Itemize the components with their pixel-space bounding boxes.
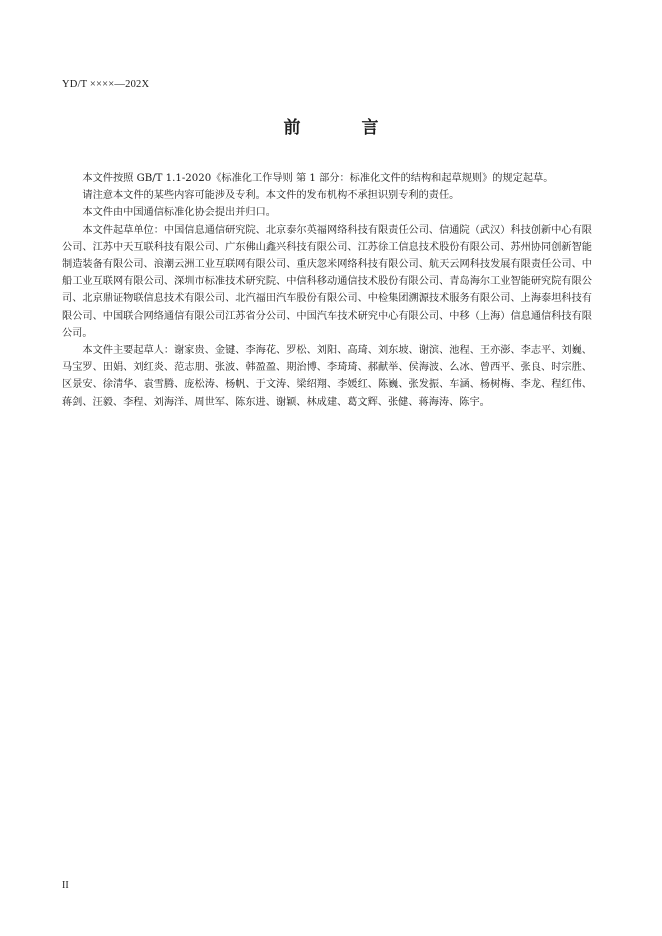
paragraph-proposer: 本文件由中国通信标准化协会提出并归口。: [82, 207, 276, 219]
paragraph-drafting-organizations: 本文件起草单位：中国信息通信研究院、北京泰尔英福网络科技有限责任公司、信通院（武汉）科技创新中心有限公司、江苏中天互联科技有限公司、广东佛山鑫兴科技有限公司、江苏徐工信息技术股份有限公司、苏州协同创新智能制造装备有限公司、浪潮云洲工业互联网有限公司、重庆忽米网络科技有限公司、航天云网科技发展有限责任公司、中船工业互联网有限公司、深圳市标准技术研究院、中信科移动通信技术股份有限公司、青岛海尔工业智能研究院有限公司、北京鼎证物联信息技术有限公司、北汽福田汽车股份有限公司、中检集团溯源技术服务有限公司、上海泰坦科技有限公司、中国联合网络通信有限公司江苏省分公司、中国汽车技术研究中心有限公司、中移（上海）信息通信科技有限公司。: [62, 224, 592, 339]
page-number: II: [62, 880, 69, 891]
document-code-header: YD/T ××××—202X: [62, 79, 150, 90]
foreword-body: [62, 170, 592, 411]
paragraph-patent-notice: 请注意本文件的某些内容可能涉及专利。本文件的发布机构不承担识别专利的责任。: [82, 190, 460, 202]
paragraph-main-drafters: 本文件主要起草人：谢家贵、金键、李海花、罗松、刘阳、高琦、刘东坡、谢滨、池程、王亦澎、李志平、刘巍、马宝罗、田娟、刘红炎、范志朋、张波、韩盈盈、期治博、李琦琦、郝献举、侯海波、么冰、曾西平、张良、时宗胜、区景安、徐清华、袁雪腾、庞松涛、杨帆、于文涛、梁绍翔、李媛红、陈巍、张发振、车涵、杨树梅、李龙、程红伟、蒋剑、汪毅、李程、刘海洋、周世军、陈东进、谢颖、林成建、葛文辉、张健、蒋海涛、陈宇。: [62, 345, 592, 408]
page-title: 前 言: [283, 118, 401, 138]
paragraph-drafting-rules: 本文件按照 GB/T 1.1-2020《标准化工作导则 第 1 部分：标准化文件的结构和起草规则》的规定起草。: [82, 173, 554, 184]
